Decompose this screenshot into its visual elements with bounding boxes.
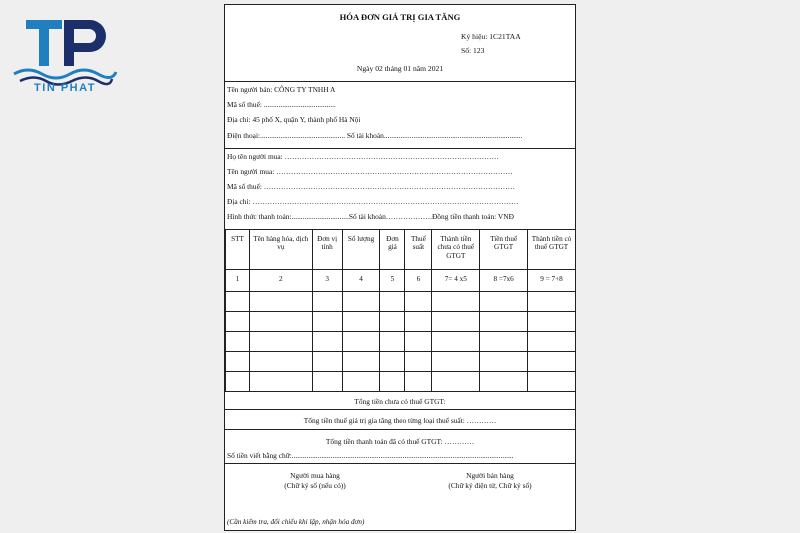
column-number: 4 — [342, 270, 380, 292]
invoice-title: HÓA ĐƠN GIÁ TRỊ GIA TĂNG — [339, 12, 461, 22]
buyer-address: Địa chỉ: ……………………………………………………………………………………………… — [227, 197, 519, 206]
column-header: Số lượng — [342, 230, 380, 270]
total-before-tax: Tổng tiền chưa có thuế GTGT: — [354, 397, 446, 406]
buyer-person: Họ tên người mua: …………………………………………………………………………… — [227, 152, 499, 161]
seller-phone-account: Điện thoại:.............................................. Số tài khoản........................................................................... — [227, 131, 523, 140]
table-header-row — [226, 230, 576, 270]
buyer-signature-title: Người mua hàng — [290, 471, 340, 480]
column-header: Thuế suất — [405, 230, 432, 270]
seller-address: Địa chỉ: 45 phố X, quận Y, thành phố Hà Nội — [227, 115, 361, 124]
invoice-document — [224, 4, 576, 531]
column-header: Thành tiền chưa có thuế GTGT — [432, 230, 480, 270]
buyer-unit: Tên người mua: …………………………………………………………………………………… — [227, 167, 513, 176]
column-header: Đơn vị tính — [312, 230, 342, 270]
footnote: (Cần kiểm tra, đối chiếu khi lập, nhận hóa đơn) — [227, 518, 365, 526]
payment-method: Hình thức thanh toán:...............................Số tài khoản……………….Đồng tiền thanh toán: VNĐ — [227, 212, 514, 221]
divider — [225, 429, 575, 430]
seller-signature-title: Người bán hàng — [466, 471, 514, 480]
buyer-tax-code: Mã số thuế: ………………………………………………………………………………………… — [227, 182, 516, 191]
divider — [225, 409, 575, 410]
column-header: Thành tiền có thuế GTGT — [528, 230, 576, 270]
column-header: STT — [226, 230, 250, 270]
table-row — [226, 332, 576, 352]
total-vat-by-rate: Tổng tiền thuế giá trị gia tăng theo từng loại thuế suất: ………… — [303, 416, 497, 425]
column-number: 8 =7x6 — [480, 270, 528, 292]
column-header: Đơn giá — [380, 230, 405, 270]
column-number: 6 — [405, 270, 432, 292]
seller-signature — [425, 471, 555, 492]
column-number: 1 — [226, 270, 250, 292]
table-row — [226, 372, 576, 392]
seller-tax-code: Mã số thuế: ....................................... — [227, 100, 336, 109]
table-row — [226, 312, 576, 332]
seller-signature-note: (Chữ ký điện tử, Chữ ký số) — [448, 481, 532, 491]
column-number: 2 — [249, 270, 312, 292]
invoice-number: Số: 123 — [461, 46, 485, 55]
buyer-signature — [265, 471, 365, 492]
divider — [225, 81, 575, 82]
column-header: Tiền thuế GTGT — [480, 230, 528, 270]
column-number: 7= 4 x5 — [432, 270, 480, 292]
amount-in-words: Số tiền viết bằng chữ:........................................................................................................................ — [227, 451, 514, 460]
total-with-tax: Tổng tiền thanh toán đã có thuế GTGT: ………… — [325, 437, 475, 446]
items-table — [225, 229, 576, 392]
divider — [225, 463, 575, 464]
invoice-symbol: Ký hiệu: 1C21TAA — [461, 32, 521, 41]
seller-name: Tên người bán: CÔNG TY TNHH A — [227, 85, 336, 94]
brand-name: TIN PHAT — [34, 82, 96, 94]
column-header: Tên hàng hóa, dịch vụ — [249, 230, 312, 270]
divider — [225, 148, 575, 149]
column-number: 3 — [312, 270, 342, 292]
column-number: 5 — [380, 270, 405, 292]
buyer-signature-note: (Chữ ký số (nếu có)) — [284, 481, 346, 491]
table-row — [226, 352, 576, 372]
column-number: 9 = 7+8 — [528, 270, 576, 292]
column-number-row — [226, 270, 576, 292]
table-row — [226, 292, 576, 312]
invoice-date: Ngày 02 tháng 01 năm 2021 — [356, 64, 444, 73]
